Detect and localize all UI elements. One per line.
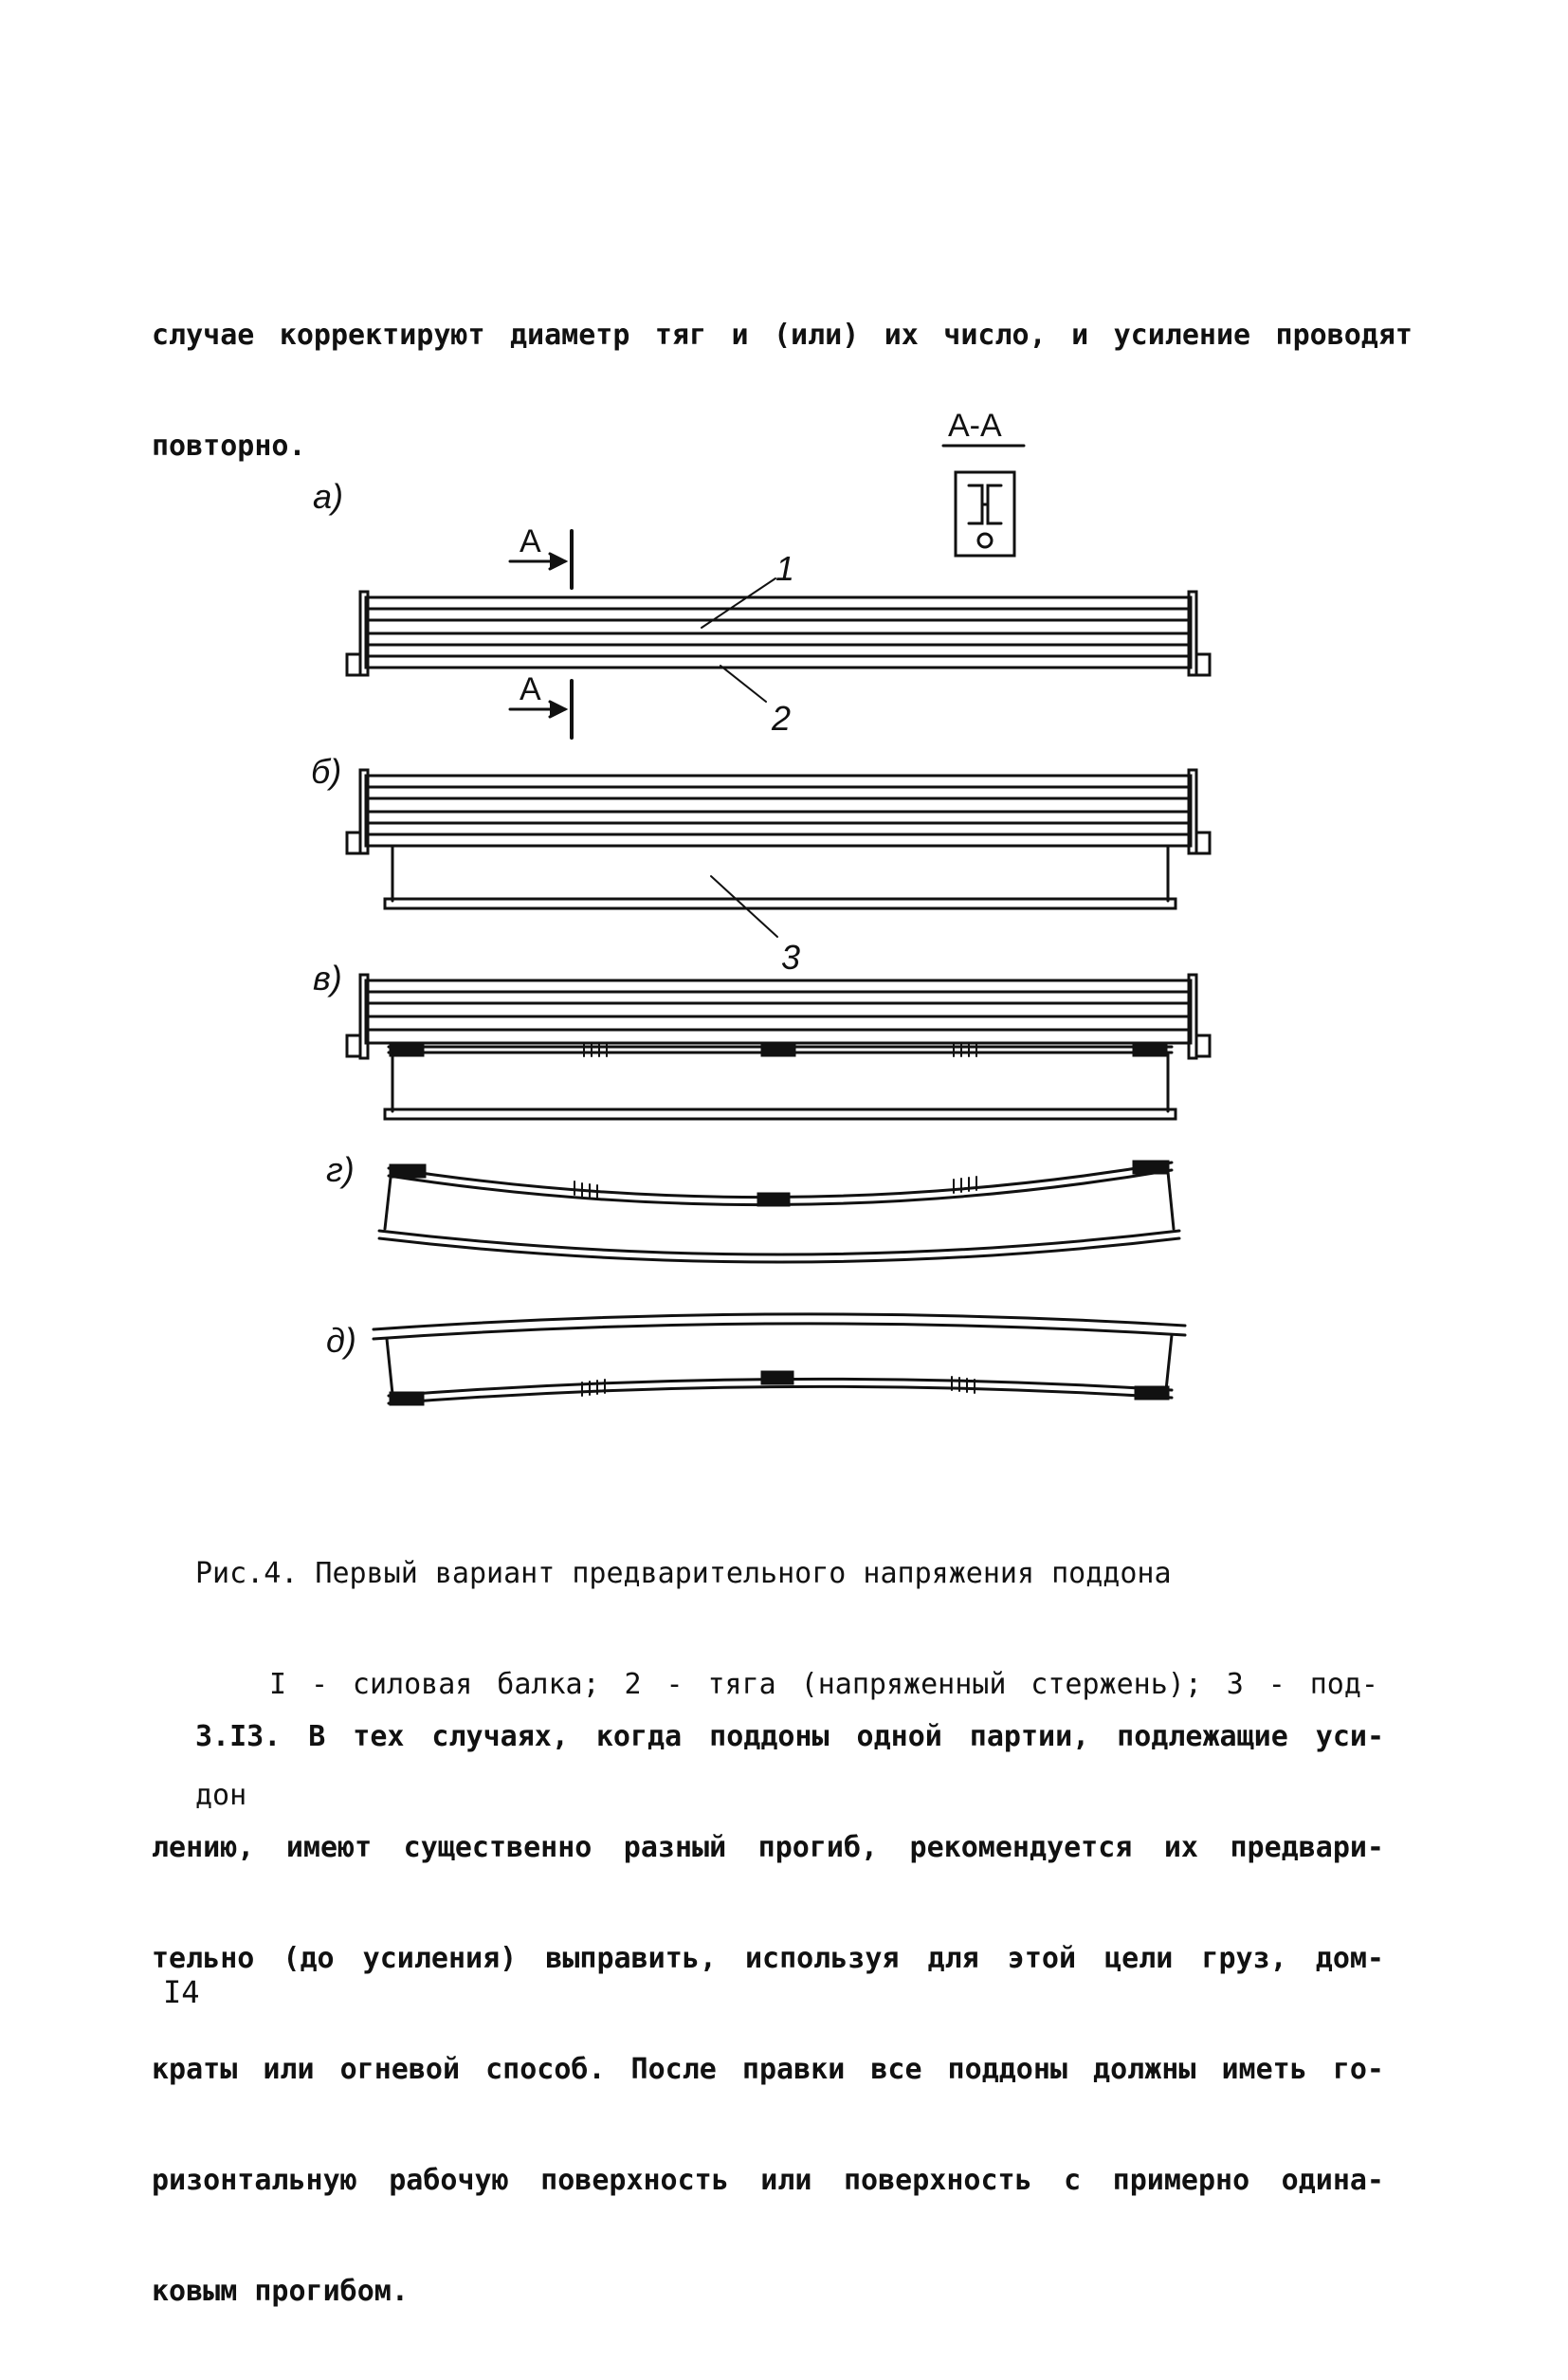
intro-line-2: повторно. <box>152 430 306 463</box>
paragraph-3-13 <box>152 1648 1384 2380</box>
panel-d <box>326 1150 1179 1262</box>
panel-label-c: в) <box>313 959 342 998</box>
intro-line-1: случае корректируют диаметр тяг и (или) их число, и усиление проводят <box>152 319 1413 352</box>
callout-3: 3 <box>781 938 801 977</box>
section-mark-top: А <box>520 523 541 559</box>
section-label: А-А <box>948 408 1002 444</box>
page-number: I4 <box>163 1974 200 2010</box>
panel-label-b: б) <box>311 752 342 791</box>
paragraph-line-6: ковым прогибом. <box>152 2275 409 2308</box>
rod-section-icon <box>978 534 992 547</box>
beam-profile-icon <box>969 485 1001 523</box>
paragraph-line-3: тельно (до усиления) выправить, используя для этой цели груз, дом- <box>152 1942 1384 1975</box>
pallet <box>385 1109 1176 1119</box>
panel-b <box>311 752 1210 977</box>
panel-label-a: а) <box>313 477 344 516</box>
caption-legend-1: I - силовая балка; 2 - тяга (напряженный стержень); 3 - под- <box>269 1668 1378 1701</box>
power-beam <box>366 980 1191 1043</box>
panel-label-e: д) <box>326 1321 356 1360</box>
paragraph-line-4: краты или огневой способ. После правки все поддоны должны иметь го- <box>152 2053 1384 2086</box>
panel-c <box>313 959 1210 1119</box>
section-a-a <box>943 408 1024 556</box>
paragraph-line-1: 3.I3. В тех случаях, когда поддоны одной партии, подлежащие уси- <box>195 1720 1384 1753</box>
panel-e <box>326 1314 1185 1404</box>
paragraph-line-5: ризонтальную рабочую поверхность или поверхность с примерно одина- <box>152 2164 1384 2197</box>
callout-1: 1 <box>775 549 795 588</box>
caption-title: Рис.4. Первый вариант предварительного напряжения поддона <box>195 1557 1172 1590</box>
panel-label-d: г) <box>326 1150 355 1189</box>
paragraph-line-2: лению, имеют существенно разный прогиб, рекомендуется их предвари- <box>152 1831 1384 1864</box>
section-mark-bottom: А <box>520 671 541 707</box>
callout-2: 2 <box>772 699 792 738</box>
section-outline <box>956 472 1014 556</box>
pallet <box>385 899 1176 908</box>
panel-a <box>313 477 1210 738</box>
caption-legend-2: дон <box>195 1779 247 1812</box>
